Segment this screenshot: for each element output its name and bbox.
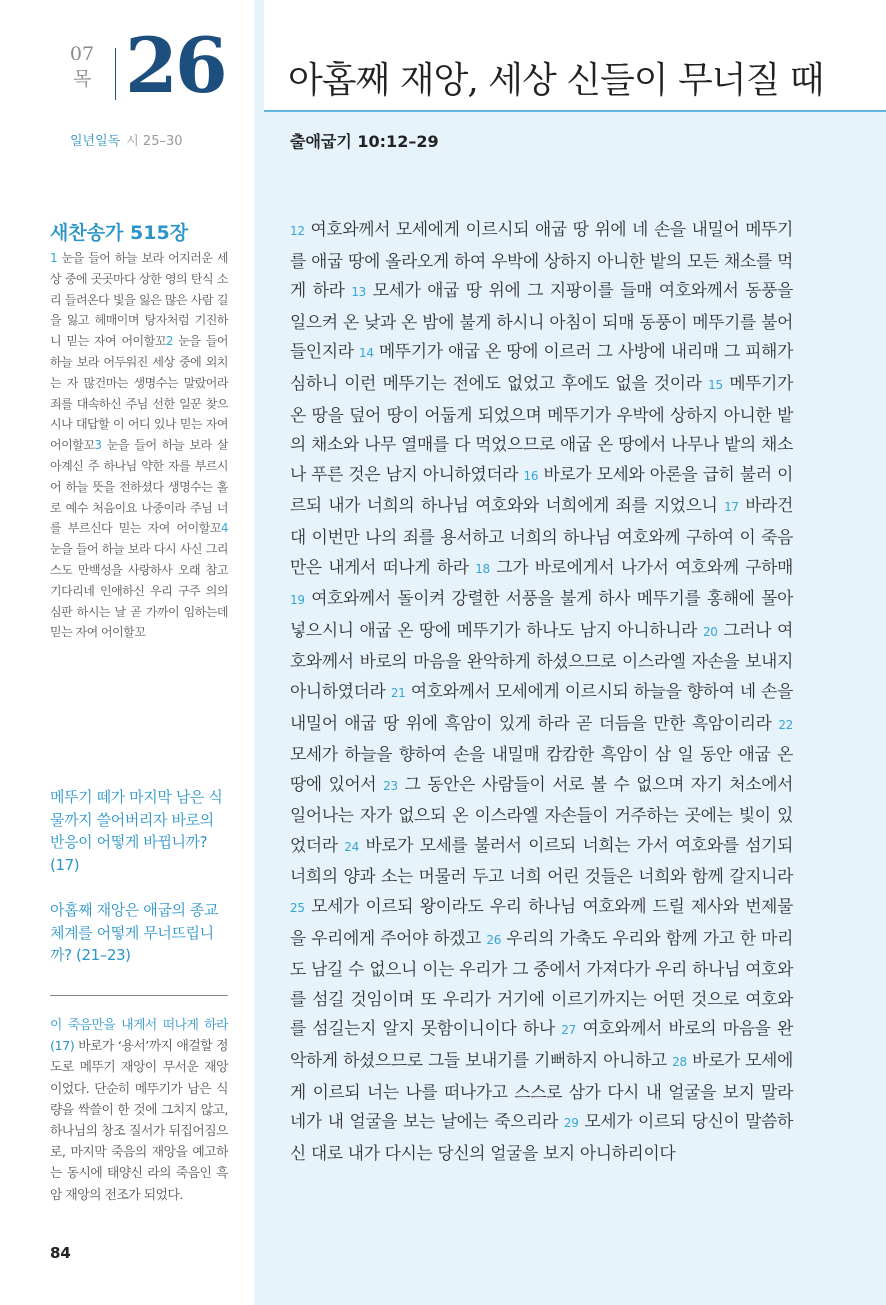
verse-text: 모세가 이르되 왕이라도 우리 하나님 여호와께 드릴 제사와 번제물을 우리에게 주어야 하겠고 [290, 896, 793, 948]
hymn-title: 새찬송가 515장 [50, 222, 189, 244]
verse-number: 19 [290, 593, 305, 608]
hymn-verse-text: 눈을 들어 하늘 보라 어지러운 세상 중에 곳곳마다 상한 영의 탄식 소리 들려온다 빛을 잃은 많은 사람 길을 잃고 헤매이며 탕자처럼 기진하니 믿는 자여 어이할꼬 [50, 251, 228, 349]
hymn-verse-number: 1 [50, 251, 58, 265]
question-1: 메뚜기 떼가 마지막 남은 식물까지 쓸어버리자 바로의 반응이 어떻게 바뀝니까? (17) [50, 788, 223, 874]
passage-reference: 출애굽기 10:12–29 [290, 132, 439, 151]
date-month-weekday [62, 42, 102, 92]
hymn-verse-number: 4 [220, 521, 228, 536]
hymn-verse-text: 눈을 들어 하늘 보라 살아계신 주 하나님 약한 자를 부르시어 하늘 뜻을 전하셨다 생명수는 홀로 예수 처음이요 나중이라 주님 너를 부르신다 믿는 자여 어이할꼬 [50, 438, 228, 536]
day-number: 26 [125, 21, 225, 110]
verse-text: 메뚜기가 애굽 온 땅에 이르러 그 사방에 내리매 그 피해가 심하니 이런 메뚜기는 전에도 없었고 후에도 없을 것이라 [290, 341, 793, 393]
verse-text: 우리의 가축도 우리와 함께 가고 한 마리도 남길 수 없으니 이는 우리가 그 중에서 가져다가 우리 하나님 여호와를 섬길 것임이며 또 우리가 거기에 이르기까지는 어떤 것으로 여호와를 섬길는지 알지 못함이니이다 하나 [290, 927, 793, 1039]
note-highlight: 이 죽음만을 내게서 떠나게 하라(17) [50, 1018, 228, 1055]
note-text: 바로가 ‘용서’까지 애걸할 정도로 메뚜기 재앙이 무서운 재앙이었다. 단순히 메뚜기가 남은 식량을 싹쓸이 한 것에 그치지 않고, 하나님의 창조 질서가 뒤집어짐으로, 마지막 죽음의 재앙을 예고하는 동시에 태양신 라의 죽음인 흑암 재앙의 전조가 되었다. [50, 1039, 228, 1203]
verse-number: 22 [778, 717, 793, 732]
verse-number: 16 [523, 468, 539, 483]
verse-number: 25 [290, 901, 305, 916]
verse-number: 26 [486, 932, 502, 947]
verse-text: 모세가 이르되 당신이 말씀하신 대로 내가 다시는 당신의 얼굴을 보지 아니하리이다 [290, 1111, 793, 1163]
question-2: 아홉째 재앙은 애굽의 종교 체계를 어떻게 무너뜨립니까? (21–23) [50, 901, 219, 964]
month-number: 07 [69, 43, 95, 65]
verse-text: 그 동안은 사람들이 서로 볼 수 없으며 자기 처소에서 일어나는 자가 없으되 온 이스라엘 자손들이 거주하는 곳에는 빛이 있었더라 [290, 773, 794, 855]
verse-number: 13 [351, 285, 366, 300]
hymn-verse-number: 2 [165, 334, 173, 349]
hymn-lyrics [50, 248, 228, 643]
scripture-text [290, 215, 793, 1168]
page-title: 아홉째 재앙, 세상 신들이 무너질 때 [288, 60, 824, 101]
verse-number: 15 [708, 377, 723, 392]
verse-text: 바라건대 이번만 나의 죄를 용서하고 너희의 하나님 여호와께 구하여 이 죽음만은 내게서 떠나게 하라 [290, 495, 793, 577]
date-divider [115, 48, 116, 100]
verse-number: 18 [475, 561, 490, 576]
verse-text: 그가 바로에게서 나가서 여호와께 구하매 [489, 556, 794, 577]
verse-number: 17 [724, 500, 739, 515]
verse-number: 29 [563, 1116, 579, 1131]
verse-number: 24 [344, 839, 359, 854]
verse-text: 여호와께서 바로의 마음을 완악하게 하셨으므로 그들 보내기를 기뻐하지 아니하고 [290, 1018, 793, 1071]
verse-text: 여호와께서 모세에게 이르시되 하늘을 향하여 네 손을 내밀어 애굽 땅 위에 흑암이 있게 하라 곧 더듬을 만한 흑암이리라 [290, 680, 794, 733]
hymn-verse-number: 3 [94, 438, 102, 453]
verse-text: 바로가 모세를 불러서 이르되 너희는 가서 여호와를 섬기되 너희의 양과 소는 머물러 두고 너희 어린 것들은 너희와 함께 갈지니라 [290, 834, 793, 887]
verse-text: 메뚜기가 온 땅을 덮어 땅이 어둡게 되었으며 메뚜기가 우박에 상하지 아니한 밭의 채소와 나무 열매를 다 먹었으므로 애굽 온 땅에서 나무나 밭의 채소나 푸른 것은 남지 아니하였더라 [290, 372, 793, 484]
verse-number: 23 [383, 778, 398, 793]
verse-number: 27 [561, 1023, 576, 1038]
verse-text: 바로가 모세에게 이르되 너는 나를 떠나가고 스스로 삼가 다시 내 얼굴을 보지 말라 네가 내 얼굴을 보는 날에는 죽으리라 [290, 1050, 793, 1132]
verse-number: 14 [358, 346, 374, 361]
daily-reading [70, 130, 183, 149]
verse-number: 28 [672, 1055, 687, 1070]
hymn-verse [50, 438, 228, 535]
commentary-note [50, 1015, 228, 1206]
verse-text: 여호와께서 돌이켜 강렬한 서풍을 불게 하사 메뚜기를 홍해에 몰아넣으시니 애굽 온 땅에 메뚜기가 하나도 남지 아니하니라 [290, 588, 793, 640]
verse [290, 835, 793, 887]
divider [50, 995, 228, 996]
hymn-verse [50, 334, 228, 452]
verse-text: 모세가 하늘을 향하여 손을 내밀매 캄캄한 흑암이 삼 일 동안 애굽 온 땅에 있어서 [290, 744, 793, 794]
verse-number: 20 [702, 624, 718, 639]
hymn-verse-text: 눈을 들어 하늘 보라 다시 사신 그리스도 만백성을 사랑하사 오래 참고 기다리네 인애하신 우리 구주 의의 심판 하시는 날 곧 가까이 임하는데 믿는 자여 어이할꼬 [50, 542, 228, 640]
verse-number: 21 [390, 685, 406, 700]
page-number: 84 [50, 1244, 71, 1262]
hymn-verse [50, 521, 228, 639]
daily-reading-ref: 시 25–30 [126, 134, 183, 149]
hymn-verse-text: 눈을 들어 하늘 보라 어두워진 세상 중에 외치는 자 많건마는 생명수는 말랐어라 죄를 대속하신 주님 선한 일꾼 찾으시나 대답할 이 어디 있나 믿는 자여 어이할꼬 [50, 334, 228, 453]
verse [475, 557, 793, 577]
verse-number: 12 [290, 224, 305, 238]
verse-text: 모세가 애굽 땅 위에 그 지팡이를 들매 여호와께서 동풍을 일으켜 온 낮과 온 밤에 불게 하시니 아침이 되매 동풍이 메뚜기를 불어 들인지라 [290, 280, 793, 362]
verse-text: 그러나 여호와께서 바로의 마음을 완악하게 하셨으므로 이스라엘 자손을 보내지 아니하였더라 [290, 619, 793, 701]
verse-text: 여호와께서 모세에게 이르시되 애굽 땅 위에 네 손을 내밀어 메뚜기를 애굽 땅에 올라오게 하여 우박에 상하지 아니한 밭의 모든 채소를 먹게 하라 [290, 219, 793, 301]
verse-text: 바로가 모세와 아론을 급히 불러 이르되 내가 너희의 하나님 여호와와 너희에게 죄를 지었으니 [290, 463, 793, 516]
weekday: 목 [72, 68, 92, 90]
daily-reading-label: 일년일독 [70, 134, 121, 149]
